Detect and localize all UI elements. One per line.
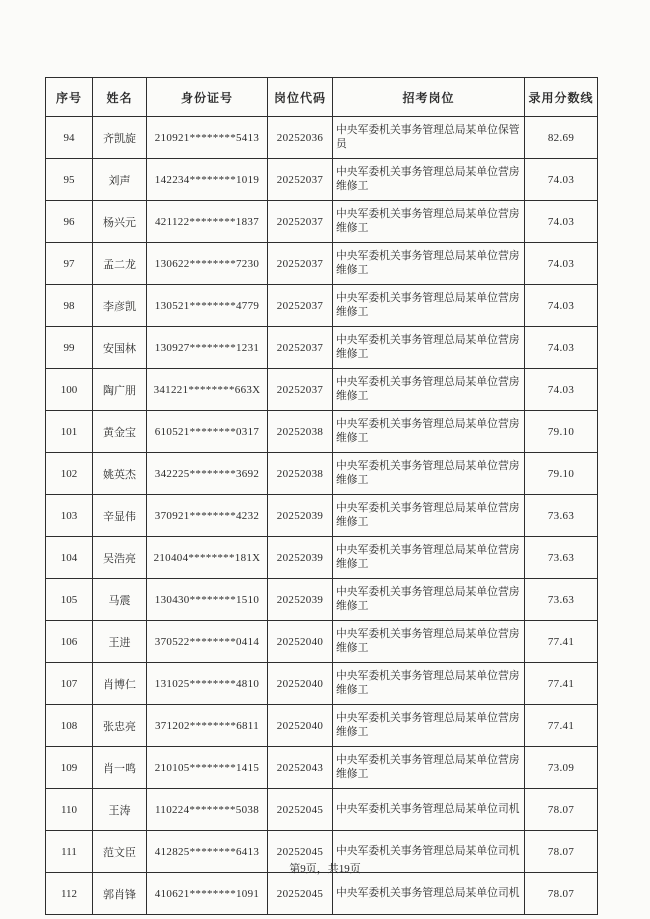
cell-name: 安国林 [93, 327, 147, 369]
cell-position: 中央军委机关事务管理总局某单位营房维修工 [333, 285, 525, 327]
table-row [46, 789, 598, 831]
col-header-id: 身份证号 [147, 78, 268, 117]
cell-id-number: 130622********7230 [147, 243, 268, 285]
col-header-code: 岗位代码 [268, 78, 333, 117]
table-row [46, 327, 598, 369]
cell-position: 中央军委机关事务管理总局某单位营房维修工 [333, 201, 525, 243]
table-row [46, 747, 598, 789]
table-row [46, 873, 598, 915]
table-row [46, 453, 598, 495]
cell-id-number: 130521********4779 [147, 285, 268, 327]
cell-id-number: 110224********5038 [147, 789, 268, 831]
cell-id-number: 370522********0414 [147, 621, 268, 663]
cell-score: 74.03 [525, 243, 598, 285]
cell-name: 肖一鸣 [93, 747, 147, 789]
cell-id-number: 142234********1019 [147, 159, 268, 201]
cell-code: 20252038 [268, 411, 333, 453]
cell-name: 刘声 [93, 159, 147, 201]
cell-id-number: 610521********0317 [147, 411, 268, 453]
cell-seq: 110 [46, 789, 93, 831]
col-header-seq: 序号 [46, 78, 93, 117]
cell-name: 杨兴元 [93, 201, 147, 243]
cell-code: 20252037 [268, 201, 333, 243]
cell-code: 20252037 [268, 327, 333, 369]
cell-id-number: 131025********4810 [147, 663, 268, 705]
cell-seq: 97 [46, 243, 93, 285]
cell-seq: 106 [46, 621, 93, 663]
cell-name: 肖博仁 [93, 663, 147, 705]
cell-score: 73.09 [525, 747, 598, 789]
cell-score: 78.07 [525, 873, 598, 915]
cell-code: 20252040 [268, 621, 333, 663]
cell-score: 78.07 [525, 789, 598, 831]
cell-name: 陶广朋 [93, 369, 147, 411]
cell-score: 82.69 [525, 117, 598, 159]
cell-code: 20252045 [268, 789, 333, 831]
cell-code: 20252045 [268, 873, 333, 915]
cell-seq: 95 [46, 159, 93, 201]
cell-code: 20252043 [268, 747, 333, 789]
cell-name: 王涛 [93, 789, 147, 831]
cell-code: 20252039 [268, 495, 333, 537]
cell-position: 中央军委机关事务管理总局某单位营房维修工 [333, 537, 525, 579]
cell-name: 王进 [93, 621, 147, 663]
cell-position: 中央军委机关事务管理总局某单位营房维修工 [333, 159, 525, 201]
cell-id-number: 412825********6413 [147, 831, 268, 873]
table-row [46, 243, 598, 285]
table-row [46, 579, 598, 621]
col-header-name: 姓名 [93, 78, 147, 117]
cell-seq: 103 [46, 495, 93, 537]
cell-position: 中央军委机关事务管理总局某单位营房维修工 [333, 495, 525, 537]
cell-code: 20252040 [268, 663, 333, 705]
cell-code: 20252037 [268, 159, 333, 201]
cell-id-number: 371202********6811 [147, 705, 268, 747]
col-header-position: 招考岗位 [333, 78, 525, 117]
cell-name: 李彦凯 [93, 285, 147, 327]
cell-seq: 105 [46, 579, 93, 621]
cell-score: 74.03 [525, 201, 598, 243]
cell-position: 中央军委机关事务管理总局某单位营房维修工 [333, 411, 525, 453]
cell-name: 吴浩亮 [93, 537, 147, 579]
cell-id-number: 421122********1837 [147, 201, 268, 243]
cell-score: 73.63 [525, 495, 598, 537]
cell-score: 77.41 [525, 663, 598, 705]
cell-name: 张忠亮 [93, 705, 147, 747]
cell-id-number: 210404********181X [147, 537, 268, 579]
cell-id-number: 370921********4232 [147, 495, 268, 537]
cell-seq: 102 [46, 453, 93, 495]
cell-position: 中央军委机关事务管理总局某单位营房维修工 [333, 453, 525, 495]
cell-code: 20252037 [268, 243, 333, 285]
cell-id-number: 210921********5413 [147, 117, 268, 159]
cell-position: 中央军委机关事务管理总局某单位司机 [333, 873, 525, 915]
table-row [46, 369, 598, 411]
cell-score: 73.63 [525, 579, 598, 621]
cell-position: 中央军委机关事务管理总局某单位保管员 [333, 117, 525, 159]
cell-code: 20252039 [268, 579, 333, 621]
cell-position: 中央军委机关事务管理总局某单位司机 [333, 789, 525, 831]
table-row [46, 495, 598, 537]
cell-position: 中央军委机关事务管理总局某单位营房维修工 [333, 705, 525, 747]
cell-score: 74.03 [525, 285, 598, 327]
cell-name: 辛显伟 [93, 495, 147, 537]
table-header-row [46, 78, 598, 117]
cell-position: 中央军委机关事务管理总局某单位营房维修工 [333, 579, 525, 621]
table-row [46, 159, 598, 201]
cell-code: 20252037 [268, 369, 333, 411]
cell-seq: 98 [46, 285, 93, 327]
table-row [46, 663, 598, 705]
table-row [46, 621, 598, 663]
cell-code: 20252036 [268, 117, 333, 159]
cell-score: 78.07 [525, 831, 598, 873]
cell-position: 中央军委机关事务管理总局某单位营房维修工 [333, 369, 525, 411]
cell-code: 20252038 [268, 453, 333, 495]
cell-seq: 107 [46, 663, 93, 705]
cell-id-number: 410621********1091 [147, 873, 268, 915]
cell-seq: 104 [46, 537, 93, 579]
col-header-score: 录用分数线 [525, 78, 598, 117]
cell-position: 中央军委机关事务管理总局某单位营房维修工 [333, 243, 525, 285]
cell-id-number: 210105********1415 [147, 747, 268, 789]
cell-seq: 111 [46, 831, 93, 873]
table-row [46, 537, 598, 579]
table-row [46, 117, 598, 159]
cell-seq: 109 [46, 747, 93, 789]
cell-seq: 99 [46, 327, 93, 369]
cell-id-number: 342225********3692 [147, 453, 268, 495]
cell-score: 73.63 [525, 537, 598, 579]
cell-seq: 108 [46, 705, 93, 747]
cell-id-number: 130430********1510 [147, 579, 268, 621]
table-row [46, 285, 598, 327]
table-row [46, 705, 598, 747]
cell-code: 20252039 [268, 537, 333, 579]
cell-score: 74.03 [525, 159, 598, 201]
cell-position: 中央军委机关事务管理总局某单位营房维修工 [333, 663, 525, 705]
cell-seq: 101 [46, 411, 93, 453]
cell-seq: 100 [46, 369, 93, 411]
cell-seq: 112 [46, 873, 93, 915]
cell-score: 74.03 [525, 369, 598, 411]
table-row [46, 201, 598, 243]
cell-id-number: 341221********663X [147, 369, 268, 411]
cell-name: 黄金宝 [93, 411, 147, 453]
cell-score: 77.41 [525, 621, 598, 663]
cell-name: 齐凯旋 [93, 117, 147, 159]
cell-score: 79.10 [525, 411, 598, 453]
cell-position: 中央军委机关事务管理总局某单位司机 [333, 831, 525, 873]
cell-position: 中央军委机关事务管理总局某单位营房维修工 [333, 747, 525, 789]
cell-name: 马震 [93, 579, 147, 621]
cell-code: 20252037 [268, 285, 333, 327]
cell-code: 20252045 [268, 831, 333, 873]
cell-name: 姚英杰 [93, 453, 147, 495]
cell-score: 77.41 [525, 705, 598, 747]
cell-id-number: 130927********1231 [147, 327, 268, 369]
cell-name: 郭肖锋 [93, 873, 147, 915]
cell-name: 范文臣 [93, 831, 147, 873]
cell-position: 中央军委机关事务管理总局某单位营房维修工 [333, 621, 525, 663]
cell-score: 74.03 [525, 327, 598, 369]
cell-seq: 96 [46, 201, 93, 243]
recruitment-score-table [45, 77, 598, 915]
cell-code: 20252040 [268, 705, 333, 747]
cell-seq: 94 [46, 117, 93, 159]
page-footer: 第9页，共19页 [289, 863, 361, 875]
table-row [46, 411, 598, 453]
table-body [46, 117, 598, 915]
cell-position: 中央军委机关事务管理总局某单位营房维修工 [333, 327, 525, 369]
cell-score: 79.10 [525, 453, 598, 495]
cell-name: 孟二龙 [93, 243, 147, 285]
